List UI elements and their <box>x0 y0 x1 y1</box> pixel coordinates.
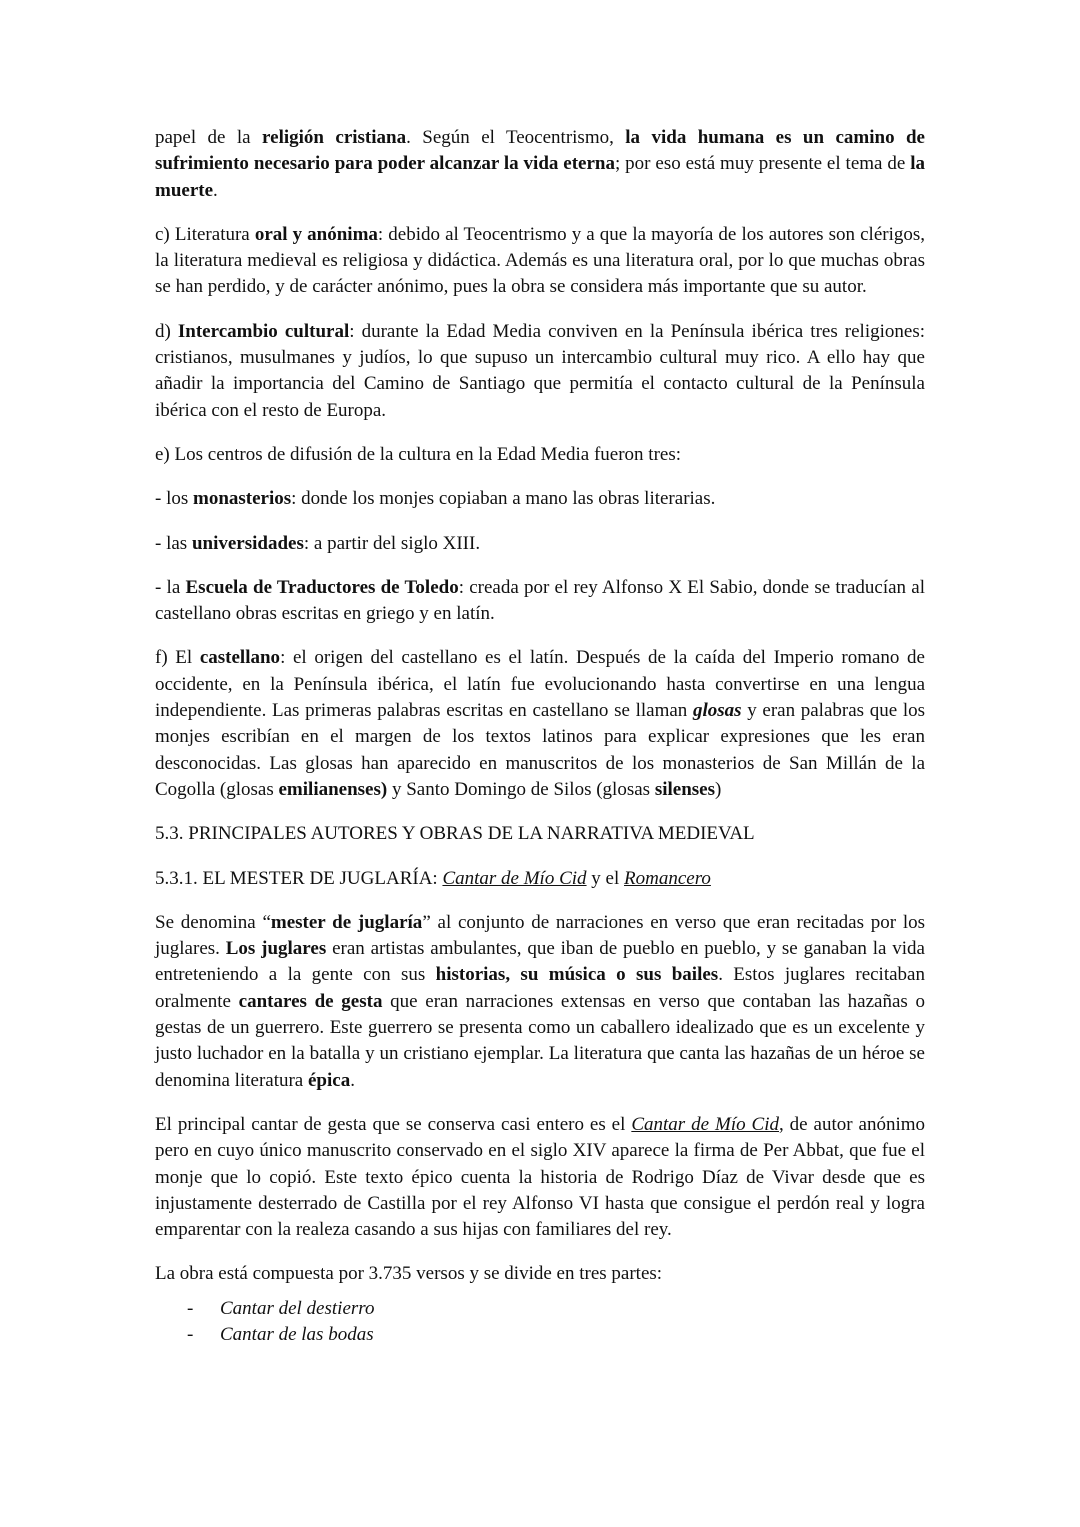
paragraph-structure: La obra está compuesta por 3.735 versos y se divide en tres partes: <box>155 1263 663 1285</box>
document-body <box>155 125 925 1348</box>
paragraph-culture-centers: e) Los centros de difusión de la cultura en la Edad Media fueron tres: <box>155 443 682 465</box>
list-item: - Cantar del destierro <box>187 1297 375 1319</box>
list-item-universities: - las universidades: a partir del siglo XIII. <box>155 532 481 554</box>
paragraph-cantar-mio-cid: El principal cantar de gesta que se conserva casi entero es el Cantar de Mío Cid, de autor anónimo pero en cuyo único manuscrito conservado en el siglo XIV aparece la firma de Per Abbat, que fue el monje que lo copió. Este texto épico cuenta la historia de Rodrigo Díaz de Vivar desde que es injustamente desterrado de Castilla por el rey Alfonso VI hasta que consigue el perdón real y logra emparentar con la realeza casando a sus hijas con familiares del rey. <box>155 1113 925 1241</box>
paragraph-castilian: f) El castellano: el origen del castellano es el latín. Después de la caída del Imperio romano de occidente, en la Península ibérica, el latín fue evolucionando hasta convertirse en una lengua independiente. Las primeras palabras escritas en castellano se llaman glosas y eran palabras que los monjes escribían en el margen de los textos latinos para explicar expresiones que les eran desconocidas. Las glosas han aparecido en manuscritos de los monasterios de San Millán de la Cogolla (glosas emilianenses) y Santo Domingo de Silos (glosas silenses) <box>155 647 925 800</box>
section-heading: 5.3. PRINCIPALES AUTORES Y OBRAS DE LA NARRATIVA MEDIEVAL <box>155 823 755 845</box>
paragraph-religion: papel de la religión cristiana. Según el Teocentrismo, la vida humana es un camino de sufrimiento necesario para poder alcanzar la vida eterna; por eso está muy presente el tema de la muerte. <box>155 127 925 201</box>
paragraph-mester-juglaria: Se denomina “mester de juglaría” al conjunto de narraciones en verso que eran recitadas por los juglares. Los juglares eran artistas ambulantes, que iban de pueblo en pueblo, y se ganaban la vida entreteniendo a la gente con sus historias, su música o sus bailes. Estos juglares recitaban oralmente cantares de gesta que eran narraciones extensas en verso que contaban las hazañas o gestas de un guerrero. Este guerrero se presenta como un caballero idealizado que es un excelente y justo luchador en la batalla y un cristiano ejemplar. La literatura que canta las hazañas de un héroe se denomina literatura épica. <box>155 911 926 1091</box>
subsection-heading: 5.3.1. EL MESTER DE JUGLARÍA: Cantar de Mío Cid y el Romancero <box>155 867 711 889</box>
list-item-toledo-school: - la Escuela de Traductores de Toledo: creada por el rey Alfonso X El Sabio, donde se traducían al castellano obras escritas en griego y en latín. <box>155 576 925 625</box>
paragraph-oral-anonymous: c) Literatura oral y anónima: debido al Teocentrismo y a que la mayoría de los autores son clérigos, la literatura medieval es religiosa y didáctica. Además es una literatura oral, por lo que muchas obras se han perdido, y de carácter anónimo, pues la obra se considera más importante que su autor. <box>155 223 925 298</box>
paragraph-cultural-exchange: d) Intercambio cultural: durante la Edad Media conviven en la Península ibérica tres religiones: cristianos, musulmanes y judíos, lo que supuso un intercambio cultural muy rico. A ello hay que añadir la importancia del Camino de Santiago que permitía el contacto cultural de la Península ibérica con el resto de Europa. <box>155 320 925 421</box>
list-item: - Cantar de las bodas <box>187 1323 374 1345</box>
parts-list <box>155 1296 925 1349</box>
list-item-monasteries: - los monasterios: donde los monjes copiaban a mano las obras literarias. <box>155 488 716 510</box>
